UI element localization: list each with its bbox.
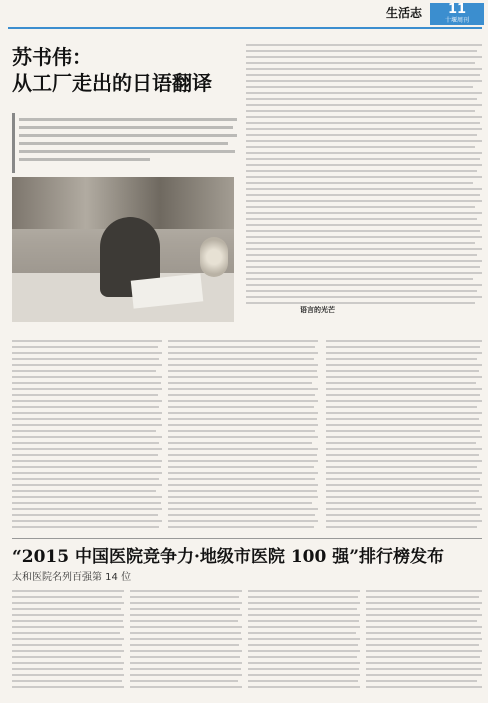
page-number: 11: [447, 2, 467, 17]
hospital-column-1: [12, 586, 124, 692]
feature-column-1: [12, 336, 162, 532]
header-rule: [8, 27, 482, 29]
edition-label: 十堰周刊: [444, 17, 469, 24]
feature-subhead: 语言的光芒: [300, 306, 335, 314]
hospital-column-4: [366, 586, 482, 692]
hospital-column-3: [248, 586, 360, 692]
feature-column-3: [326, 336, 482, 532]
page-header: [0, 0, 488, 28]
feature-lead: [12, 113, 237, 173]
hospital-article-subtitle: 太和医院名列百强第 14 位: [12, 572, 132, 583]
feature-title-line2: 从工厂走出的日语翻译: [12, 71, 212, 95]
hospital-article-headline: “2015 中国医院竞争力·地级市医院 100 强”排行榜发布: [12, 547, 445, 567]
feature-title-line1: 苏书伟：: [12, 45, 92, 69]
page-number-badge: [430, 3, 484, 25]
flowers: [200, 237, 228, 277]
section-name: 生活志: [386, 6, 423, 20]
article-divider: [12, 538, 482, 539]
feature-headline: [12, 44, 212, 96]
hospital-column-2: [130, 586, 242, 692]
feature-column-right-top: [246, 40, 482, 308]
feature-column-2: [168, 336, 318, 532]
feature-photo: [12, 177, 234, 322]
